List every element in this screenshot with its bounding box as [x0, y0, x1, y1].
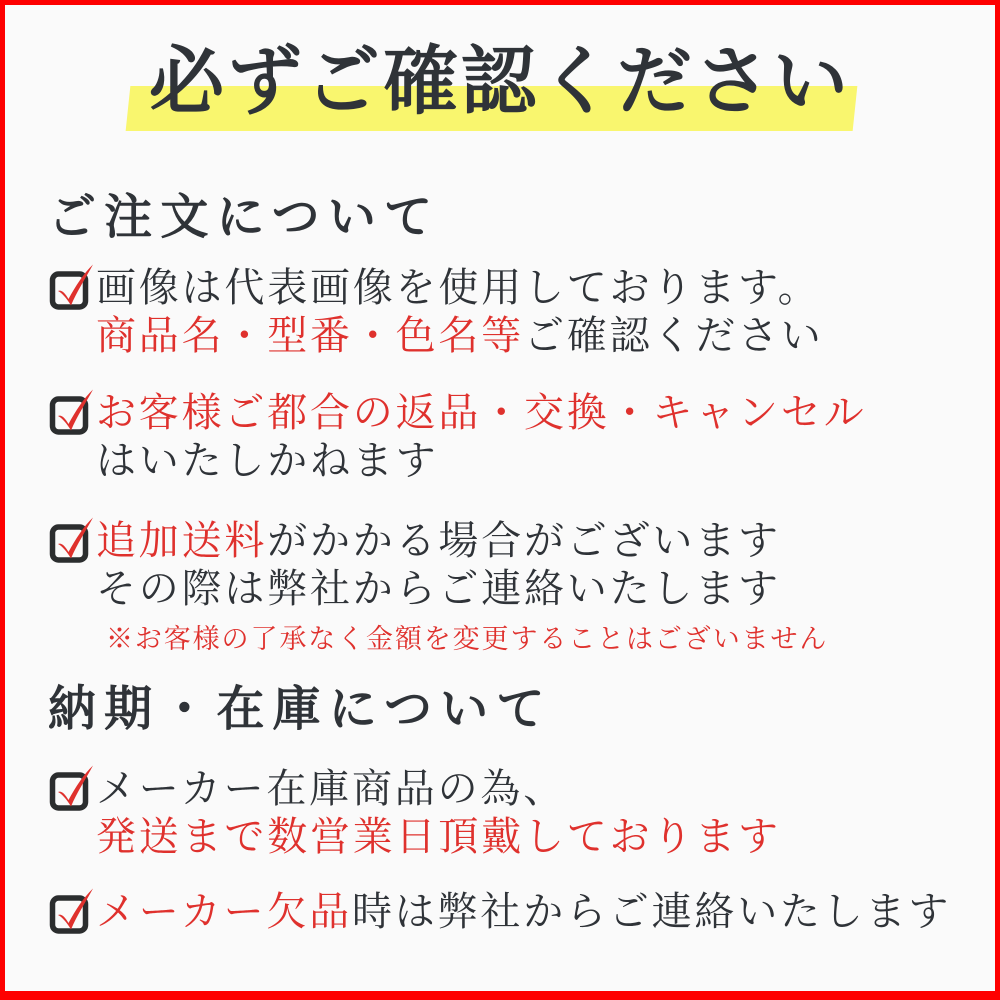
notice-line: 発送まで数営業日頂戴しております	[96, 814, 781, 859]
notice-line: その際は弊社からご連絡いたします	[96, 566, 781, 611]
notice-line: はいたしかねます	[96, 438, 439, 483]
notice-line: お客様ご都合の返品・交換・キャンセル	[96, 390, 867, 435]
notice-line: メーカー在庫商品の為、	[96, 766, 566, 811]
page-title: 必ずご確認ください	[148, 41, 851, 124]
notice-line: 追加送料がかかる場合がございます	[96, 518, 781, 563]
notice-line: 商品名・型番・色名等ご確認ください	[96, 313, 824, 358]
notice-line: 画像は代表画像を使用しております。	[96, 265, 821, 310]
section-heading-stock: 納期・在庫について	[48, 683, 553, 736]
notice-line: メーカー欠品時は弊社からご連絡いたします	[96, 889, 952, 934]
section-heading-order: ご注文について	[48, 191, 441, 244]
note-text: ※お客様の了承なく金額を変更することはございません	[106, 624, 829, 654]
